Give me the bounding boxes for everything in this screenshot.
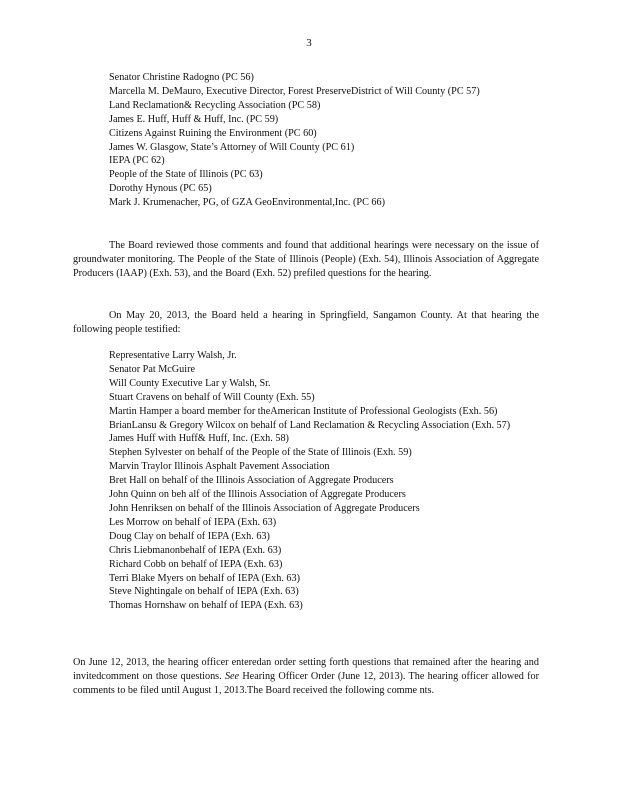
paragraph-text: The Board reviewed those comments and found that additional hearings were necessary on the issue of groundwater monitoring. The People of the State of Illinois (People) (Exh. 54), Illinois Association of Aggregate Producers (IAAP) (Exh. 53), and the Board (Exh. 52) prefiled questions for the hearing. bbox=[73, 240, 539, 279]
list-item: John Quinn on beh alf of the Illinois Association of Aggregate Producers bbox=[109, 489, 406, 501]
list-item: John Henriksen on behalf of the Illinois Association of Aggregate Producers bbox=[109, 502, 420, 514]
list-item: Senator Christine Radogno (PC 56) bbox=[109, 72, 254, 83]
list-item: Les Morrow on behalf of IEPA (Exh. 63) bbox=[109, 516, 277, 528]
list-item: Dorothy Hynous (PC 65) bbox=[109, 183, 212, 195]
list-item: Chris Liebmanonbehalf of IEPA (Exh. 63) bbox=[109, 544, 282, 556]
list-item: Senator Pat McGuire bbox=[109, 363, 196, 375]
list-item: James Huff with Huff& Huff, Inc. (Exh. 58) bbox=[109, 433, 289, 445]
list-item: Will County Executive Lar y Walsh, Sr. bbox=[109, 377, 271, 389]
list-item: Terri Blake Myers on behalf of IEPA (Exh. 63) bbox=[109, 572, 301, 584]
paragraph-board-reviewed bbox=[73, 239, 539, 281]
list-item: Marvin Traylor Illinois Asphalt Pavement Association bbox=[109, 461, 330, 473]
list-item: IEPA (PC 62) bbox=[109, 155, 165, 167]
list-item: James W. Glasgow, State’s Attorney of Will County (PC 61) bbox=[109, 141, 355, 153]
list-item: Citizens Against Ruining the Environment (PC 60) bbox=[109, 127, 317, 139]
list-item: BrianLansu & Gregory Wilcox on behalf of Land Reclamation & Recycling Association (Exh. 57) bbox=[109, 419, 511, 431]
testifiers-list bbox=[109, 349, 539, 613]
paragraph-text: Hearing Officer Order (June 12, 2013). The hearing officer allowed for comments to be filed until August 1, 2013.The Board received the following comme nts. bbox=[73, 670, 540, 696]
list-item: Bret Hall on behalf of the Illinois Association of Aggregate Producers bbox=[109, 475, 394, 487]
list-item: Steve Nightingale on behalf of IEPA (Exh. 63) bbox=[109, 586, 299, 598]
paragraph-text: On May 20, 2013, the Board held a hearing in Springfield, Sangamon County. At that hearing the following people testified: bbox=[73, 310, 539, 335]
list-item: Marcella M. DeMauro, Executive Director, Forest PreserveDistrict of Will County (PC 57) bbox=[109, 85, 480, 97]
list-item: Doug Clay on behalf of IEPA (Exh. 63) bbox=[109, 530, 270, 542]
list-item: Representative Larry Walsh, Jr. bbox=[109, 350, 237, 361]
paragraph-june-order bbox=[73, 656, 539, 698]
list-item: James E. Huff, Huff & Huff, Inc. (PC 59) bbox=[109, 113, 279, 125]
public-comments-list bbox=[109, 71, 539, 210]
page-number: 3 bbox=[306, 37, 312, 49]
paragraph-may-hearing bbox=[73, 309, 539, 337]
list-item: Thomas Hornshaw on behalf of IEPA (Exh. 63) bbox=[109, 600, 303, 612]
paragraph-text: On June 12, 2013, the hearing officer enteredan order setting forth questions that remained after the hearing and invitedcomment on those questions. bbox=[73, 657, 539, 682]
citation-signal: See bbox=[224, 670, 240, 682]
list-item: People of the State of Illinois (PC 63) bbox=[109, 169, 263, 181]
list-item: Richard Cobb on behalf of IEPA (Exh. 63) bbox=[109, 558, 283, 570]
list-item: Stephen Sylvester on behalf of the People of the State of Illinois (Exh. 59) bbox=[109, 447, 412, 459]
list-item: Land Reclamation& Recycling Association (PC 58) bbox=[109, 99, 321, 111]
list-item: Martin Hamper a board member for theAmerican Institute of Professional Geologists (Exh. 56) bbox=[109, 405, 498, 417]
list-item: Stuart Cravens on behalf of Will County (Exh. 55) bbox=[109, 391, 315, 403]
list-item: Mark J. Krumenacher, PG, of GZA GeoEnvironmental,Inc. (PC 66) bbox=[109, 197, 386, 209]
